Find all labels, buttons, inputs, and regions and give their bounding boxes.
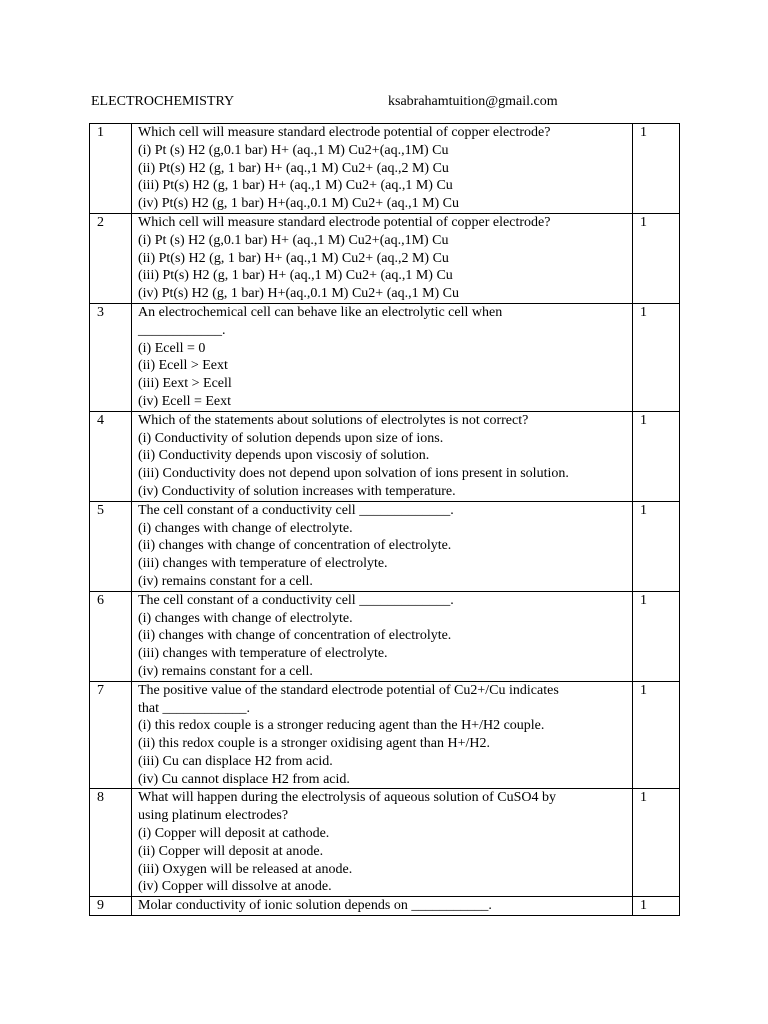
question-stem: What will happen during the electrolysis of aqueous solution of CuSO4 by [138,790,556,806]
question-line: (iv) Conductivity of solution increases with temperature. [138,483,456,499]
question-line: that ____________. [138,700,250,716]
question-line: (i) Ecell = 0 [138,340,206,356]
question-text [132,681,633,789]
question-marks: 1 [633,681,680,789]
question-line: (ii) Copper will deposit at anode. [138,843,324,859]
question-line: (iii) changes with temperature of electrolyte. [138,556,388,572]
question-row [90,303,680,411]
question-marks: 1 [633,591,680,681]
question-line: (iii) Oxygen will be released at anode. [138,861,353,877]
question-stem: The positive value of the standard electrode potential of Cu2+/Cu indicates [138,682,559,698]
question-line: (iii) Conductivity does not depend upon solvation of ions present in solution. [138,466,569,482]
question-line: (i) Conductivity of solution depends upon size of ions. [138,430,444,446]
question-line: (iii) Pt(s) H2 (g, 1 bar) H+ (aq.,1 M) Cu2+ (aq.,1 M) Cu [138,178,453,194]
question-text [132,411,633,501]
question-marks: 1 [633,213,680,303]
question-line: (iv) Ecell = Eext [138,393,232,409]
question-line: (i) changes with change of electrolyte. [138,520,353,536]
question-row [90,789,680,897]
question-line: (iv) Copper will dissolve at anode. [138,879,332,895]
question-text [132,501,633,591]
question-line: (ii) this redox couple is a stronger oxidising agent than H+/H2. [138,736,490,752]
questions-table [89,123,680,916]
question-row [90,501,680,591]
question-line: (iv) Cu cannot displace H2 from acid. [138,771,350,787]
question-stem: An electrochemical cell can behave like an electrolytic cell when [138,304,503,320]
question-line: (ii) Ecell > Eext [138,358,228,374]
question-number: 6 [90,591,132,681]
question-number: 1 [90,124,132,214]
question-text [132,303,633,411]
question-stem: Which cell will measure standard electrode potential of copper electrode? [138,125,551,140]
question-stem: Which of the statements about solutions of electrolytes is not correct? [138,412,529,428]
question-marks: 1 [633,303,680,411]
question-line: (i) this redox couple is a stronger reducing agent than the H+/H2 couple. [138,718,545,734]
question-stem: The cell constant of a conductivity cell _____________. [138,592,454,608]
question-marks: 1 [633,789,680,897]
question-line: (iv) Pt(s) H2 (g, 1 bar) H+(aq.,0.1 M) Cu2+ (aq.,1 M) Cu [138,196,460,212]
question-line: (i) Pt (s) H2 (g,0.1 bar) H+ (aq.,1 M) Cu2+(aq.,1M) Cu [138,142,449,158]
question-number: 7 [90,681,132,789]
question-line: (iii) Eext > Ecell [138,376,232,392]
question-line: (ii) changes with change of concentration of electrolyte. [138,538,452,554]
question-marks: 1 [633,411,680,501]
question-row [90,411,680,501]
document-title: ELECTROCHEMISTRY [91,94,235,109]
question-line: (iii) Cu can displace H2 from acid. [138,753,333,769]
question-text [132,897,633,916]
question-text [132,789,633,897]
questions-table-body [90,124,680,916]
page-header [91,94,691,112]
question-row [90,213,680,303]
question-line: (iv) remains constant for a cell. [138,573,313,589]
question-line: (iii) Pt(s) H2 (g, 1 bar) H+ (aq.,1 M) Cu2+ (aq.,1 M) Cu [138,268,453,284]
question-marks: 1 [633,897,680,916]
question-marks: 1 [633,501,680,591]
question-stem: The cell constant of a conductivity cell _____________. [138,502,454,518]
question-line: (ii) Pt(s) H2 (g, 1 bar) H+ (aq.,1 M) Cu2+ (aq.,2 M) Cu [138,160,449,176]
question-line: ____________. [138,322,226,338]
question-text [132,213,633,303]
question-stem: Molar conductivity of ionic solution depends on ___________. [138,898,492,914]
question-row [90,124,680,214]
question-number: 3 [90,303,132,411]
question-line: (i) changes with change of electrolyte. [138,610,353,626]
contact-email: ksabrahamtuition@gmail.com [388,94,558,109]
question-line: (iii) changes with temperature of electrolyte. [138,646,388,662]
question-row [90,591,680,681]
question-number: 4 [90,411,132,501]
question-line: (iv) Pt(s) H2 (g, 1 bar) H+(aq.,0.1 M) Cu2+ (aq.,1 M) Cu [138,286,460,302]
question-number: 8 [90,789,132,897]
question-number: 5 [90,501,132,591]
question-text [132,124,633,214]
question-stem: Which cell will measure standard electrode potential of copper electrode? [138,214,551,230]
question-line: (i) Pt (s) H2 (g,0.1 bar) H+ (aq.,1 M) Cu2+(aq.,1M) Cu [138,232,449,248]
question-number: 2 [90,213,132,303]
question-line: (i) Copper will deposit at cathode. [138,826,330,842]
question-line: (ii) changes with change of concentration of electrolyte. [138,628,452,644]
question-number: 9 [90,897,132,916]
question-line: (ii) Conductivity depends upon viscosiy of solution. [138,448,430,464]
question-text [132,591,633,681]
question-marks: 1 [633,124,680,214]
question-line: using platinum electrodes? [138,808,289,824]
question-line: (ii) Pt(s) H2 (g, 1 bar) H+ (aq.,1 M) Cu2+ (aq.,2 M) Cu [138,250,449,266]
question-row [90,681,680,789]
question-line: (iv) remains constant for a cell. [138,663,313,679]
question-row [90,897,680,916]
